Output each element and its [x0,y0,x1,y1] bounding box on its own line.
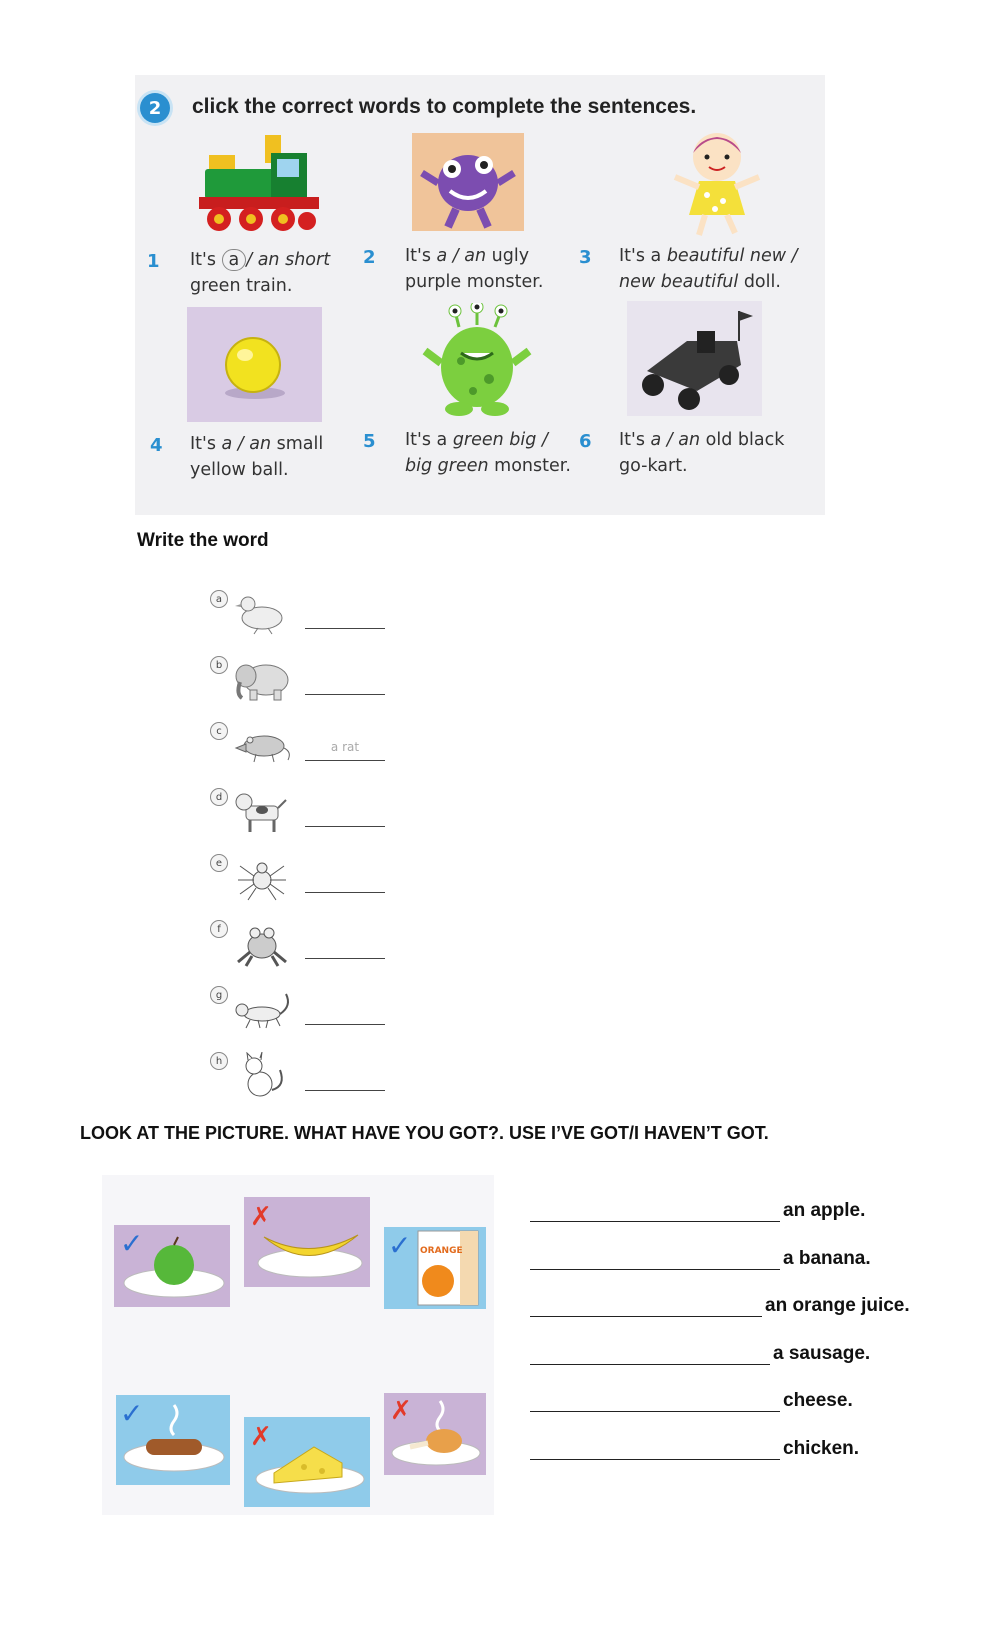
sentence-options[interactable]: a / an [650,430,701,450]
sentence-text: purple monster. [405,272,544,292]
answer-blank[interactable] [305,608,385,629]
answer-blank[interactable] [305,938,385,959]
sentence-text: monster. [488,456,571,476]
animal-row [210,656,390,706]
item-number: 5 [363,431,376,452]
item-number: 1 [147,251,160,272]
sentence-text: It's [619,430,651,450]
answer-text: an apple. [783,1200,866,1221]
food-picture [102,1175,494,1515]
sentence-options[interactable]: green big / [452,430,548,450]
exercise-number-badge: 2 [140,93,170,123]
answer-row [530,1295,960,1317]
cross-mark-icon: ✗ [250,1422,272,1452]
answer-blank[interactable] [530,1344,770,1365]
look-at-picture-heading: LOOK AT THE PICTURE. WHAT HAVE YOU GOT?. USE I’VE GOT/I HAVEN’T GOT. [80,1123,769,1143]
answer-text: a banana. [783,1247,871,1269]
item-letter: h [210,1052,228,1070]
sentence-text: small [271,434,324,454]
answer-row [530,1438,960,1460]
sentence-text: It's [405,246,437,266]
item-letter: d [210,788,228,806]
answer-choice-a[interactable]: a [222,249,247,271]
item-number: 4 [150,435,163,456]
exercise-instruction: click the correct words to complete the sentences. [192,95,697,118]
answer-text: chicken. [783,1437,860,1459]
green-monster-icon [419,303,534,418]
sentence-options[interactable]: beautiful new / [666,246,798,266]
animal-row [210,722,390,772]
sentence-text: It's [190,250,222,270]
item-letter: f [210,920,228,938]
go-kart-icon [627,301,762,416]
cross-mark-icon: ✗ [390,1396,412,1426]
sentence-text: green train. [190,276,293,296]
sentence-text: doll. [738,272,781,292]
sentence-6 [619,427,819,479]
sentence-text: yellow ball. [190,460,289,480]
train-icon [195,133,325,238]
item-number: 2 [363,247,376,268]
sentence-text: old black [700,430,785,450]
item-number: 3 [579,247,592,268]
animal-row [210,986,390,1036]
item-letter: e [210,854,228,872]
answer-row [530,1390,960,1412]
sentence-text: ugly [486,246,530,266]
animal-row [210,854,390,904]
check-mark-icon: ✓ [120,1227,144,1260]
chicken-card [384,1393,486,1475]
apple-card [114,1225,230,1307]
check-mark-icon: ✓ [388,1229,412,1262]
item-letter: a [210,590,228,608]
sentence-text: It's a [405,430,453,450]
sausage-card [116,1395,230,1485]
rat-icon [232,722,294,772]
exercise-panel [135,75,825,515]
elephant-icon [232,656,294,706]
cat-icon [232,1052,294,1102]
answer-text: a sausage. [773,1342,871,1364]
sentence-text: It's [190,434,222,454]
item-letter: c [210,722,228,740]
doll-icon [655,125,775,240]
sentence-text: It's a [619,246,667,266]
answer-row [530,1248,960,1270]
orange-juice-card [384,1227,486,1309]
sentence-2 [405,243,580,295]
animal-row [210,590,390,640]
banana-card [244,1197,370,1287]
answer-blank[interactable] [530,1201,780,1222]
animal-row [210,1052,390,1102]
answer-blank[interactable] [305,872,385,893]
sentence-5 [405,427,590,479]
cheese-card [244,1417,370,1507]
item-number: 6 [579,431,592,452]
answer-row [530,1343,960,1365]
answer-blank[interactable] [530,1296,762,1317]
answer-text: cheese. [783,1390,853,1411]
sentence-options[interactable]: new beautiful [619,272,739,292]
answer-blank[interactable] [305,674,385,695]
write-the-word-heading: Write the word [137,530,269,551]
spider-icon [232,854,294,904]
sentence-options[interactable]: big green [405,456,489,476]
answer-text: an orange juice. [765,1295,910,1316]
sentence-text: go-kart. [619,456,688,476]
check-mark-icon: ✓ [120,1397,144,1430]
answer-blank[interactable] [530,1249,780,1270]
dog-icon [232,788,294,838]
purple-monster-icon [412,133,524,231]
sentence-1 [190,247,355,299]
answer-blank[interactable] [305,1070,385,1091]
sentence-4 [190,431,355,483]
animal-row [210,920,390,970]
animal-row [210,788,390,838]
sentence-options[interactable]: a / an [436,246,487,266]
sentence-3 [619,243,819,295]
lizard-icon [232,986,294,1036]
item-letter: b [210,656,228,674]
sentence-options[interactable]: / an short [246,250,331,270]
answer-row [530,1200,960,1222]
cross-mark-icon: ✗ [250,1202,272,1232]
answer-blank[interactable] [305,1004,385,1025]
frog-icon [232,920,294,970]
answer-blank[interactable]: a rat [305,740,385,761]
yellow-ball-icon [187,307,322,422]
item-letter: g [210,986,228,1004]
answer-blank[interactable] [530,1391,780,1412]
sentence-options[interactable]: a / an [221,434,272,454]
juice-label: ORANGE [420,1246,463,1256]
duck-icon [232,590,294,640]
answer-blank[interactable] [530,1439,780,1460]
answer-blank[interactable] [305,806,385,827]
